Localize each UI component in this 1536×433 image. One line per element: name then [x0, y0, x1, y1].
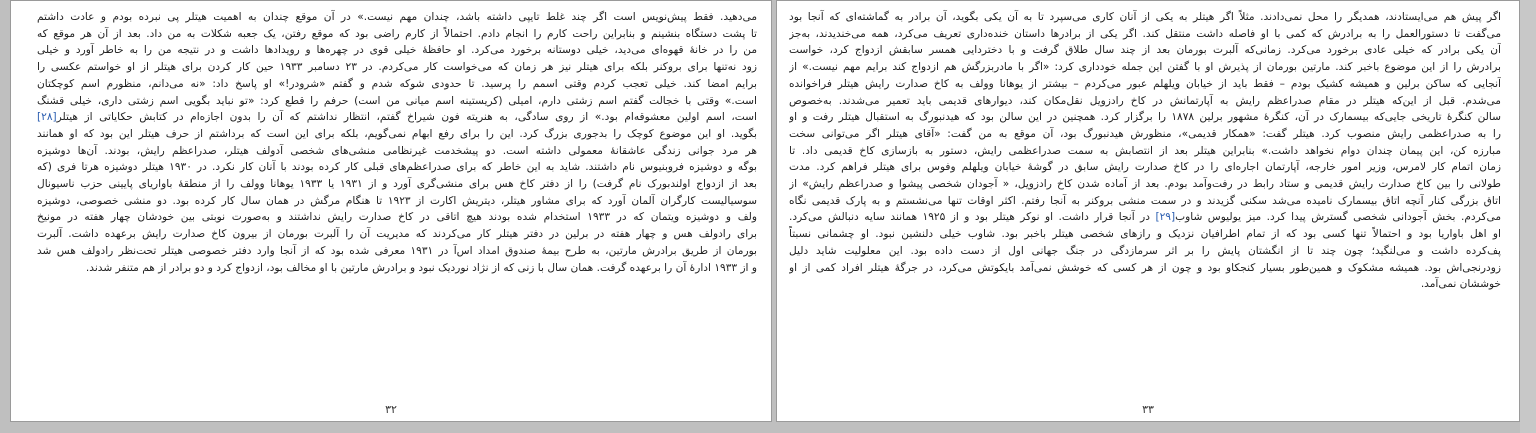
- text-line: [789, 109, 1501, 126]
- line-text: در آنجا قرار داشت. او نوکر هیتلر بود و از ۱۹۲۵ همانند سایه دنبالش می‌کرد.: [789, 211, 1156, 224]
- line-text: آن یکی برادر که خیلی عادی برخورد می‌کرد. زمانی‌که آلبرت بورمان بعد از چند سال طلاق گرفت و با دختردایی همسر سابقش ازدواج کرد، خواست: [789, 44, 1501, 57]
- line-text: می‌گفت تا دستورالعمل را به برادرش که کمی با او فاصله داشت منتقل کند. اگر یکی از برادرها داستان خنده‌داری تعریف می‌کرد، همه می‌خندیدند، به‌جز: [789, 27, 1501, 40]
- text-line: [37, 143, 757, 160]
- line-text: آنجایی که ساکن برلین و همیشه کشیک بودم – فقط باید از خیابان ویلهلم عبور می‌کردم – بیشتر از یوهانا وولف به کاخ صدارت رایش هیتلر فراخوانده: [789, 77, 1501, 90]
- line-text: زودرنجی‌اش بود. همیشه مشکوک و همین‌طور بسیار کنجکاو بود و چون از هر کسی که خوشش نمی‌آمد بایکوتش می‌کرد، در جرگهٔ هیتلر افراد کمی از او: [789, 261, 1501, 274]
- line-text: اتاق بزرگی کنار آنچه اتاق بیسمارک نامیده می‌شد سکنی گزیدند و در سمت منشی بروکنر به آنجا رفتم. اکثر اوقات تنها می‌نشستم و به پارک قدیمی نگاه: [789, 194, 1501, 207]
- line-text: سالن کنگرهٔ تاریخی جایی‌که بیسمارک در آن، کنگرهٔ مشهور برلین ۱۸۷۸ را برگزار کرد. همچنین در این سالن بود که هیدنبورگ به استقبال هیتلر رفت و او: [789, 111, 1501, 124]
- text-line: [37, 9, 757, 26]
- text-line: [37, 109, 757, 126]
- text-line: [789, 226, 1501, 243]
- line-text: تا پشت دستگاه بنشینم و بنابراین راحت کارم را انجام دادم. احتمالاً از کارم راضی بود که موقع رفتن، یک جعبه شکلات به من داد. بعد از آن هر موقع که: [37, 27, 757, 40]
- text-line: [789, 243, 1501, 260]
- right-page-text: [789, 9, 1501, 293]
- text-line: [37, 126, 757, 143]
- line-text: طولانی را بین کاخ صدارت رایش قدیمی و ستاد رابط در رفت‌وآمد بودم. بعد از آماده شدن کاخ رادزویل، « آجودان شخصی پیشوا و صدراعظم رایش» از: [789, 178, 1501, 191]
- text-line: [789, 276, 1501, 293]
- line-text: است، اسم اولین معشوقه‌ام بود.» از روی سادگی، به هنریته فون شیراخ گفتم، انتظار نداشتم که آن را بدون اجازه‌ام در کتابش حکایاتی از هیتلر: [56, 111, 757, 124]
- text-line: [789, 143, 1501, 160]
- text-line: [789, 193, 1501, 210]
- line-text: بوگه و دوشیزه فروبنیوس نام داشتند. شاید به این خاطر که برای صدراعظم‌های قبلی کار کرده بودند با آنان کار نکرد. در ۱۹۳۰ هیتلر دوشیزه هرتا فری (که: [37, 161, 757, 174]
- right-page-number: ۳۳: [1142, 403, 1154, 416]
- text-line: [37, 76, 757, 93]
- text-line: [37, 42, 757, 59]
- line-text: خوششان نمی‌آمد.: [1420, 278, 1501, 291]
- line-text: من را در خانهٔ قهوه‌ای می‌دید، خیلی دوستانه برخورد می‌کرد. او حافظهٔ خیلی قوی در چهره‌ها و رویدادها داشت و در نتیجه من را به خاطر آورد و خیلی: [37, 44, 757, 57]
- text-line: [37, 159, 757, 176]
- text-line: [789, 42, 1501, 59]
- left-page-text: [37, 9, 757, 276]
- text-line: [789, 93, 1501, 110]
- text-line: [789, 209, 1501, 226]
- text-line: [37, 59, 757, 76]
- line-text: می‌دهید. فقط پیش‌نویس است اگر چند غلط تایپی داشته باشد، چندان مهم نیست.» در آن موقع چندان به اهمیت هیتلر پی نبرده بودم و عادت داشتم: [37, 11, 757, 23]
- line-text: سوسیالیست کارگران آلمان آورد که برای مشاور هیتلر، دیتریش اکارت از ۱۹۲۳ تا هنگام مرگش در همان سال کار کرده بود. دو منشی خصوصی، دوشیزه: [37, 194, 757, 207]
- text-line: [789, 26, 1501, 43]
- line-text: می‌شدم. قبل از این‌که هیتلر در مقام صدراعظم رایش به آپارتمانش در کاخ رادزویل نقل‌مکان کند، دیوارهای قدیمی باید تعمیر می‌شدند. به‌خصوص: [789, 94, 1501, 107]
- text-line: [37, 226, 757, 243]
- line-text: هر مرد جوانی زندگی عاشقانهٔ معمولی داشته است. دو پیشخدمت غیرنظامی منشی‌های شخصی آدولف هیتلر، صدراعظم رایش، بودند. آن‌ها دوشیزه: [37, 144, 757, 157]
- line-text: برای رادولف هس و چهار هفته در برلین در دفتر هیتلر کار می‌کردند که مدیریت آن را آلبرت بورمان از بیرون کاخ صدارت رایش برعهده داشت. آلبرت: [37, 228, 757, 241]
- line-text: بعد از ازدواج اولندبورک نام گرفت) را از دفتر کاخ هس برای منشی‌گری آورد و از ۱۹۳۱ یا ۱۹۳۳ یوهانا وولف را از منطقهٔ باواریای پایینی حزب ناسیونال: [37, 178, 757, 191]
- text-line: [789, 76, 1501, 93]
- line-text: برایم امضا کند. خیلی تعجب کردم وقتی اسمم را پرسید. تا حدودی شوکه شدم و گفتم «شرودر!» او پاسخ داد: «نه می‌دانم، منظورم اسم کوچکتان: [37, 77, 757, 90]
- line-text: او اهل باواریا بود و احتمالاً تنها کسی بود که از تمام اطرافیان نزدیک و رازهای شخصی هیتلر باخبر بود. شاوب خیلی دلنشین نبود. او چشمانی نسبتاً: [789, 228, 1501, 241]
- text-line: [37, 193, 757, 210]
- text-line: [37, 26, 757, 43]
- line-text: را به صدراعظمی رایش منصوب کرد. هیتلر گفت: «همکار قدیمی»، منظورش هیدنبورگ بود، آن موقع به من گفت: «آقای هیتلر اگر می‌توانی سخت: [789, 127, 1501, 140]
- footnote-link[interactable]: [۲۹]: [1155, 211, 1176, 224]
- line-text: ولف و دوشیزه ویتمان که در ۱۹۳۳ استخدام شده بودند هیچ اتاقی در کاخ صدارت رایش نداشتند و به‌صورت نوبتی بین خودشان چهار هفته در مونیخ: [37, 211, 757, 224]
- text-line: [789, 9, 1501, 26]
- text-line: [789, 260, 1501, 277]
- line-text: و از ۱۹۳۳ ادارهٔ آن را برعهده گرفت. همان سال با زنی که از نژاد نوردیک نبود و برادرش مارتین با او مخالف بود، ازدواج کرد و دو برادر از هم متنفر شدند.: [85, 261, 757, 274]
- line-text: اگر پیش هم می‌ایستادند، همدیگر را محل نمی‌دادند. مثلاً اگر هیتلر به یکی از آنان کاری می‌سپرد تا به آن یکی بگوید، آن برادر به گماشته‌ای که آنجا بود: [789, 11, 1501, 23]
- text-line: [37, 93, 757, 110]
- line-text: زود نه‌تنها برای بروکنر بلکه برای هیتلر نیز هر زمان که می‌خواست کار می‌کردم. در ۲۳ دسامبر ۱۹۳۳ حین کار کردن برای هیتلر از او خواستم عکسی را: [37, 61, 757, 74]
- viewer-scroll-edge[interactable]: [1520, 0, 1536, 433]
- text-line: [789, 176, 1501, 193]
- text-line: [789, 159, 1501, 176]
- line-text: است.» وقتی با خجالت گفتم اسم زشتی دارم، امیلی (کریستینه اسم میانی من است) حرفم را قطع کرد: «تو نباید بگویی اسم زشتی داری، خیلی قشنگ: [37, 94, 757, 107]
- right-page: [776, 0, 1520, 422]
- line-text: برادرش را از این موضوع باخبر کند. مارتین بورمان از پذیرش او با گفتن این جمله خودداری کرد: «اگر با مادربزرگش هم ازدواج کند برایم مهم نیست.» از: [789, 61, 1501, 74]
- line-text: مبارزه کن، این پیمان چندان دوام نخواهد داشت.» بنابراین هیتلر بعد از انتصابش به سمت صدراعظمی رایش، دستور به بازسازی کاخ قدیمی داد. تا: [789, 144, 1501, 157]
- left-page-number: ۳۲: [385, 403, 397, 416]
- line-text: بورمان از طریق برادرش مارتین، به طرح بیمهٔ صندوق امداد اس‌آ در ۱۹۳۱ معرفی شده بود که از آنجا وارد دفتر خصوصی هیتلر تحت‌نظر رادولف هس شد: [37, 244, 757, 257]
- text-line: [37, 209, 757, 226]
- line-text: بگوید. او این موضوع کوچک را بدجوری بزرگ کرد. این را برای رفع ابهام نمی‌گویم، بلکه برای این است که برداشتم از حرف هیتلر این بود که او همانند: [37, 127, 757, 140]
- line-text: پف‌کرده داشت و می‌لنگید؛ چون چند تا از انگشتان پایش را بر اثر سرمازدگی در جنگ جهانی اول از دست داده بود. این معلولیت شاید دلیل: [789, 244, 1501, 257]
- footnote-link[interactable]: [۲۸]: [37, 111, 57, 124]
- text-line: [37, 260, 757, 277]
- left-page: [10, 0, 772, 422]
- text-line: [37, 243, 757, 260]
- text-line: [37, 176, 757, 193]
- line-text: می‌کردم. بخش آجودانی شخصی گسترش پیدا کرد. میز یولیوس شاوب: [1175, 211, 1501, 224]
- line-text: زمان اتمام کار لامرس، وزیر امور خارجه، آپارتمان اجاره‌ای را در کاخ صدارت رایش سابق در گوشهٔ خیابان ویلهلم وفوس برای هیتلر فراهم کرد. مدت: [789, 161, 1501, 174]
- text-line: [789, 126, 1501, 143]
- text-line: [789, 59, 1501, 76]
